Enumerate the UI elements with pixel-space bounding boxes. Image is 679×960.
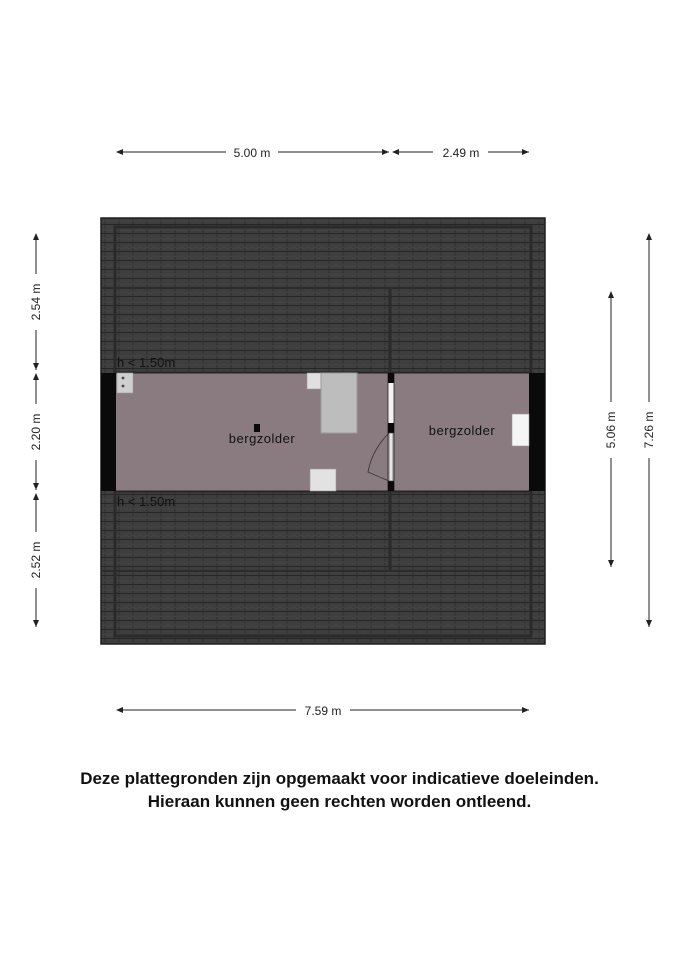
attic-floor xyxy=(101,355,545,509)
partition-post-top xyxy=(388,373,394,383)
dimension-top-left xyxy=(117,146,389,160)
height-note-top: h < 1.50m xyxy=(117,355,176,370)
door-leaf xyxy=(389,433,393,481)
heating-unit xyxy=(117,373,133,393)
storage-box xyxy=(310,469,336,491)
dimension-right-inner xyxy=(604,292,618,567)
dimension-left-middle xyxy=(29,374,43,490)
dimension-label: 2.49 m xyxy=(442,146,480,160)
room-label-right: bergzolder xyxy=(428,423,496,438)
wall-cabinet xyxy=(512,414,529,446)
partition-post-middle xyxy=(388,423,394,433)
dimension-label: 2.54 m xyxy=(29,283,43,321)
partition-post-bottom xyxy=(388,481,394,491)
dimension-right-outer xyxy=(642,234,656,627)
dimension-left-bottom xyxy=(29,494,43,627)
chimney-block xyxy=(307,373,321,389)
dimension-label: 2.20 m xyxy=(29,413,43,451)
dimension-label: 7.26 m xyxy=(642,411,656,449)
heating-knob xyxy=(122,377,125,380)
stair-hatch xyxy=(321,373,357,433)
dimension-top-right xyxy=(393,146,529,160)
dimension-label: 5.00 m xyxy=(233,146,271,160)
dimension-bottom xyxy=(117,704,529,718)
disclaimer-line-2: Hieraan kunnen geen rechten worden ontleend. xyxy=(147,792,532,811)
height-note-bottom: h < 1.50m xyxy=(117,494,176,509)
dimension-left-top xyxy=(29,234,43,370)
dimension-label: 2.52 m xyxy=(29,541,43,579)
wall-right xyxy=(529,373,545,491)
room-label-left: bergzolder xyxy=(228,431,296,446)
wall-left xyxy=(101,373,116,491)
dimension-label: 5.06 m xyxy=(604,411,618,449)
heating-knob xyxy=(122,385,125,388)
dimension-label: 7.59 m xyxy=(304,704,342,718)
disclaimer-line-1: Deze plattegronden zijn opgemaakt voor indicatieve doeleinden. xyxy=(80,769,599,788)
